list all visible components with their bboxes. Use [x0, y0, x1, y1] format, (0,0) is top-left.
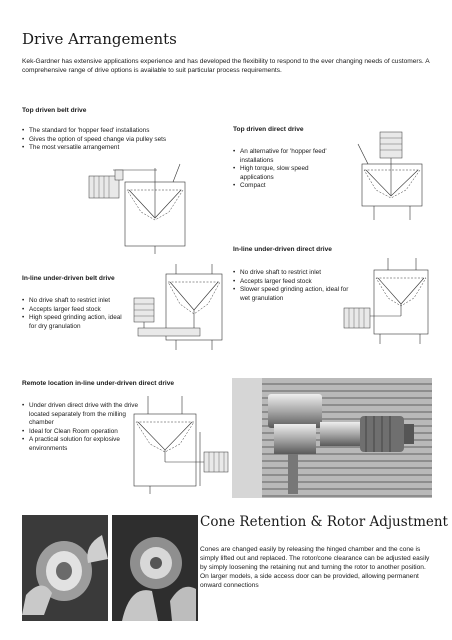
- diagram-inline-direct: [340, 252, 435, 347]
- cone-photo-1: [22, 515, 108, 621]
- diagram-top-belt: [85, 160, 190, 255]
- section-title-inline-belt: In-line under-driven belt drive: [22, 275, 115, 282]
- bullet: • An alternative for 'hopper feed' installations: [233, 148, 335, 165]
- bullet: • Ideal for Clean Room operation: [22, 428, 152, 437]
- cone-section-title: Cone Retention & Rotor Adjustment: [200, 514, 448, 530]
- section-title-inline-direct: In-line under-driven direct drive: [233, 246, 332, 253]
- diagram-remote: [120, 392, 240, 497]
- diagram-top-direct: [352, 128, 432, 223]
- section-title-remote: Remote location in-line under-driven direct drive: [22, 380, 175, 387]
- bullet: • The most versatile arrangement: [22, 144, 222, 153]
- bullet: • Under driven direct drive with the drive located separately from the milling chamber: [22, 402, 152, 428]
- bullet: • High speed grinding action, ideal for dry granulation: [22, 314, 130, 331]
- bullet: • High torque, slow speed applications: [233, 165, 335, 182]
- cone-photo-2: [112, 515, 198, 621]
- diagram-inline-belt: [130, 262, 225, 354]
- bullet: • Accepts larger feed stock: [22, 306, 130, 315]
- bullet: • The standard for 'hopper feed' installations: [22, 127, 222, 136]
- bullets-inline-belt: [22, 297, 130, 331]
- section-title-top-direct: Top driven direct drive: [233, 126, 304, 133]
- machine-photo: [232, 378, 432, 498]
- bullet: • Gives the option of speed change via pulley sets: [22, 136, 222, 145]
- page-title: Drive Arrangements: [22, 30, 177, 48]
- bullet: • Slower speed grinding action, ideal for wet granulation: [233, 286, 358, 303]
- intro-text: Kek-Gardner has extensive applications experience and has developed the flexibility to respond to the ever changing needs of customers. A comprehensive range of drive options is available to suit particular process requirements.: [22, 58, 430, 74]
- bullets-top-direct: [233, 148, 335, 191]
- bullets-top-belt: [22, 127, 222, 153]
- bullet: • No drive shaft to restrict inlet: [22, 297, 130, 306]
- bullet: • Compact: [233, 182, 335, 191]
- bullet: • A practical solution for explosive environments: [22, 436, 152, 453]
- bullet: • Accepts larger feed stock: [233, 278, 358, 287]
- bullet: • No drive shaft to restrict inlet: [233, 269, 358, 278]
- cone-section-text: Cones are changed easily by releasing the hinged chamber and the cone is simply lifted out and replaced. The rotor/cone clearance can be adjusted easily by simply loosening the retaining nut and turning the rotor to another position. On larger models, a side access door can be provided, allowing permanent onward connections: [200, 546, 430, 589]
- section-title-top-belt: Top driven belt drive: [22, 107, 87, 114]
